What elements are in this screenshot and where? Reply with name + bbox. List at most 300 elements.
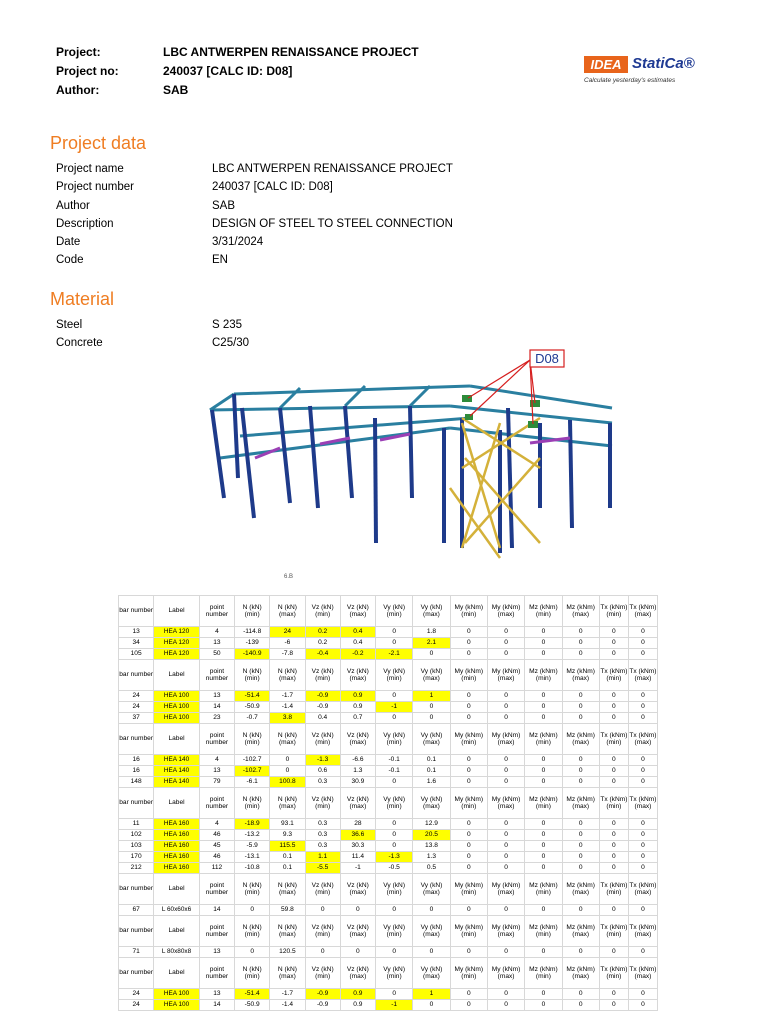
header-cell: Vz (kN) (min) [305, 660, 340, 691]
value-cell: 0.7 [340, 713, 375, 724]
header-cell: Vz (kN) (max) [340, 916, 375, 947]
value-cell: 0 [450, 841, 487, 852]
value-cell: 20.5 [413, 830, 450, 841]
value-cell: 46 [199, 830, 234, 841]
kv-key: Description [56, 217, 114, 230]
kv-row [56, 163, 453, 181]
header-cell: Vz (kN) (max) [340, 788, 375, 819]
header-cell: bar number [119, 874, 154, 905]
header-cell: Vy (kN) (max) [413, 596, 450, 627]
table-header-row [119, 916, 658, 947]
value-cell: 0 [235, 947, 270, 958]
value-cell: 45 [199, 841, 234, 852]
author-label: Author: [56, 83, 100, 97]
value-cell: 0 [562, 1000, 599, 1011]
value-cell: 0 [562, 627, 599, 638]
header-cell: My (kNm) (max) [487, 724, 524, 755]
axis-label: 6.B [284, 574, 294, 580]
project-data-heading: Project data [50, 133, 147, 153]
section-label-cell: L 80x80x8 [154, 947, 200, 958]
table-row [119, 819, 658, 830]
section-label-cell: HEA 160 [154, 841, 200, 852]
value-cell: -1.3 [305, 755, 340, 766]
value-cell: -1.3 [376, 852, 413, 863]
value-cell: -140.9 [235, 649, 270, 660]
logo-tagline: Calculate yesterday's estimates [584, 77, 676, 84]
header-cell: Vy (kN) (max) [413, 958, 450, 989]
value-cell: 0 [376, 819, 413, 830]
header-cell: N (kN) (max) [270, 596, 305, 627]
header-cell: Vz (kN) (min) [305, 788, 340, 819]
header-cell: Tx (kNm) (min) [599, 916, 628, 947]
value-cell: 0 [487, 841, 524, 852]
section-label-cell: HEA 160 [154, 863, 200, 874]
value-cell: 0 [487, 830, 524, 841]
value-cell: -6.1 [235, 777, 270, 788]
value-cell: 93.1 [270, 819, 305, 830]
value-cell: 11 [119, 819, 154, 830]
value-cell: 0 [599, 691, 628, 702]
kv-key: Author [56, 199, 90, 212]
header-cell: Vz (kN) (min) [305, 596, 340, 627]
value-cell: 0.9 [340, 1000, 375, 1011]
value-cell: -2.1 [376, 649, 413, 660]
value-cell: 0 [450, 1000, 487, 1011]
header-cell: Tx (kNm) (min) [599, 660, 628, 691]
header-cell: Vy (kN) (min) [376, 724, 413, 755]
value-cell: 102 [119, 830, 154, 841]
value-cell: 0 [628, 852, 657, 863]
header-cell: bar number [119, 596, 154, 627]
value-cell: 0.3 [305, 830, 340, 841]
value-cell: -1.7 [270, 691, 305, 702]
header-cell: Tx (kNm) (max) [628, 724, 657, 755]
header-cell: N (kN) (max) [270, 724, 305, 755]
value-cell: 13 [199, 989, 234, 1000]
value-cell: 112 [199, 863, 234, 874]
value-cell: 0 [525, 947, 562, 958]
header-cell: bar number [119, 958, 154, 989]
value-cell: 0.1 [413, 755, 450, 766]
header-cell: point number [199, 596, 234, 627]
header-cell: Tx (kNm) (min) [599, 874, 628, 905]
value-cell: 13 [199, 691, 234, 702]
value-cell: 9.3 [270, 830, 305, 841]
header-cell: N (kN) (max) [270, 874, 305, 905]
value-cell: 0 [487, 989, 524, 1000]
value-cell: 0.1 [413, 766, 450, 777]
value-cell: -5.5 [305, 863, 340, 874]
header-cell: Label [154, 958, 200, 989]
value-cell: 0 [628, 691, 657, 702]
header-cell: Mz (kNm) (max) [562, 660, 599, 691]
value-cell: 0 [525, 649, 562, 660]
table-row [119, 905, 658, 916]
value-cell: 0 [487, 638, 524, 649]
header-cell: Label [154, 916, 200, 947]
section-label-cell: HEA 160 [154, 852, 200, 863]
header-cell: Vy (kN) (min) [376, 660, 413, 691]
value-cell: 0 [599, 863, 628, 874]
header-cell: Tx (kNm) (max) [628, 916, 657, 947]
header-cell: Vy (kN) (max) [413, 788, 450, 819]
kv-key: Project number [56, 181, 134, 194]
value-cell: 12.9 [413, 819, 450, 830]
value-cell: 1.6 [413, 777, 450, 788]
header-cell: My (kNm) (min) [450, 916, 487, 947]
value-cell: 0 [487, 863, 524, 874]
section-label-cell: HEA 140 [154, 766, 200, 777]
value-cell: 23 [199, 713, 234, 724]
value-cell: 0 [450, 638, 487, 649]
value-cell: 0 [628, 638, 657, 649]
value-cell: 0 [525, 755, 562, 766]
header-cell: Mz (kNm) (max) [562, 958, 599, 989]
table-row [119, 638, 658, 649]
value-cell: 0 [376, 713, 413, 724]
value-cell: 13.8 [413, 841, 450, 852]
value-cell: 0 [628, 841, 657, 852]
value-cell: 0 [487, 649, 524, 660]
value-cell: 0.4 [340, 627, 375, 638]
value-cell: 1 [413, 989, 450, 1000]
header-cell: point number [199, 874, 234, 905]
value-cell: 0 [562, 841, 599, 852]
value-cell: -0.7 [235, 713, 270, 724]
value-cell: 0 [487, 713, 524, 724]
header-cell: N (kN) (max) [270, 916, 305, 947]
header-cell: Label [154, 596, 200, 627]
header-cell: Vz (kN) (max) [340, 724, 375, 755]
value-cell: 0 [562, 989, 599, 1000]
value-cell: 0 [562, 713, 599, 724]
value-cell: 0 [599, 649, 628, 660]
section-label-cell: HEA 100 [154, 1000, 200, 1011]
value-cell: -0.9 [305, 691, 340, 702]
value-cell: 0 [628, 766, 657, 777]
kv-row [56, 319, 249, 337]
value-cell: 0 [450, 819, 487, 830]
header-cell: N (kN) (max) [270, 660, 305, 691]
value-cell: 28 [340, 819, 375, 830]
value-cell: -0.9 [305, 1000, 340, 1011]
header-cell: Vy (kN) (max) [413, 916, 450, 947]
header-cell: point number [199, 724, 234, 755]
kv-value: S 235 [212, 319, 243, 331]
value-cell: 0 [562, 702, 599, 713]
header-cell: N (kN) (min) [235, 916, 270, 947]
value-cell: 0.2 [305, 638, 340, 649]
section-label-cell: HEA 100 [154, 702, 200, 713]
table-row [119, 852, 658, 863]
value-cell: 0 [562, 905, 599, 916]
kv-value: LBC ANTWERPEN RENAISSANCE PROJECT [212, 163, 453, 175]
value-cell: 0 [450, 947, 487, 958]
value-cell: -51.4 [235, 989, 270, 1000]
table-header-row [119, 788, 658, 819]
project-no-label: Project no: [56, 64, 119, 78]
value-cell: 46 [199, 852, 234, 863]
idea-statica-logo [584, 56, 724, 86]
value-cell: 0 [525, 863, 562, 874]
value-cell: -139 [235, 638, 270, 649]
value-cell: 2.1 [413, 638, 450, 649]
value-cell: 0 [599, 852, 628, 863]
value-cell: 0 [628, 702, 657, 713]
value-cell: 71 [119, 947, 154, 958]
value-cell: 0 [376, 947, 413, 958]
value-cell: -0.9 [305, 702, 340, 713]
value-cell: 30.9 [340, 777, 375, 788]
value-cell: 0 [525, 905, 562, 916]
value-cell: 0 [413, 905, 450, 916]
header-cell: Vz (kN) (min) [305, 874, 340, 905]
value-cell: 0.3 [305, 841, 340, 852]
value-cell: 148 [119, 777, 154, 788]
header-cell: Label [154, 874, 200, 905]
value-cell: 0 [599, 830, 628, 841]
header-cell: bar number [119, 660, 154, 691]
value-cell: 13 [199, 766, 234, 777]
value-cell: 0 [376, 905, 413, 916]
header-cell: Tx (kNm) (min) [599, 596, 628, 627]
value-cell: 0 [562, 852, 599, 863]
value-cell: 0 [450, 852, 487, 863]
table-row [119, 713, 658, 724]
value-cell: 0 [628, 989, 657, 1000]
value-cell: 0 [628, 863, 657, 874]
value-cell: 16 [119, 755, 154, 766]
header-cell: N (kN) (min) [235, 788, 270, 819]
header-cell: My (kNm) (max) [487, 916, 524, 947]
header-cell: Vz (kN) (max) [340, 874, 375, 905]
value-cell: 24 [119, 1000, 154, 1011]
value-cell: -5.9 [235, 841, 270, 852]
table-row [119, 863, 658, 874]
section-label-cell: HEA 120 [154, 627, 200, 638]
value-cell: 0 [599, 766, 628, 777]
value-cell: 67 [119, 905, 154, 916]
value-cell: 0.1 [270, 852, 305, 863]
value-cell: 0 [487, 627, 524, 638]
value-cell: -114.8 [235, 627, 270, 638]
value-cell: 14 [199, 905, 234, 916]
table-row [119, 755, 658, 766]
header-cell: point number [199, 788, 234, 819]
value-cell: 0 [487, 819, 524, 830]
value-cell: 0 [413, 947, 450, 958]
value-cell: 13 [119, 627, 154, 638]
value-cell: 0.5 [413, 863, 450, 874]
header-cell: N (kN) (min) [235, 724, 270, 755]
value-cell: 0 [599, 841, 628, 852]
value-cell: 0 [628, 819, 657, 830]
kv-value: DESIGN OF STEEL TO STEEL CONNECTION [212, 217, 453, 230]
header-cell: Mz (kNm) (min) [525, 788, 562, 819]
kv-value: 240037 [CALC ID: D08] [212, 181, 333, 194]
value-cell: 0 [450, 713, 487, 724]
value-cell: 105 [119, 649, 154, 660]
value-cell: 11.4 [340, 852, 375, 863]
value-cell: -1 [340, 863, 375, 874]
value-cell: -50.9 [235, 702, 270, 713]
value-cell: 0 [562, 863, 599, 874]
value-cell: 0.1 [270, 863, 305, 874]
value-cell: 0.2 [305, 627, 340, 638]
project-label: Project: [56, 45, 101, 59]
value-cell: 0 [450, 702, 487, 713]
value-cell: -0.1 [376, 755, 413, 766]
value-cell: 0 [562, 755, 599, 766]
value-cell: 1.3 [413, 852, 450, 863]
table-row [119, 627, 658, 638]
value-cell: 0 [487, 755, 524, 766]
table-row [119, 649, 658, 660]
value-cell: 0 [599, 777, 628, 788]
value-cell: 0 [562, 830, 599, 841]
value-cell: 0 [487, 1000, 524, 1011]
value-cell: 0 [599, 905, 628, 916]
header-cell: N (kN) (max) [270, 958, 305, 989]
header-cell: N (kN) (min) [235, 958, 270, 989]
section-label-cell: HEA 140 [154, 755, 200, 766]
value-cell: 0 [599, 638, 628, 649]
logo-name: StatiCa® [632, 55, 695, 72]
header-cell: N (kN) (min) [235, 874, 270, 905]
kv-key: Code [56, 254, 84, 267]
table-row [119, 691, 658, 702]
value-cell: 0 [628, 1000, 657, 1011]
value-cell: -50.9 [235, 1000, 270, 1011]
section-label-cell: HEA 160 [154, 819, 200, 830]
header-cell: Mz (kNm) (max) [562, 724, 599, 755]
value-cell: 0 [628, 627, 657, 638]
value-cell: 4 [199, 819, 234, 830]
kv-row [56, 236, 453, 254]
header-cell: Vy (kN) (max) [413, 724, 450, 755]
value-cell: -0.5 [376, 863, 413, 874]
value-cell: 50 [199, 649, 234, 660]
value-cell: 0 [628, 777, 657, 788]
table-header-row [119, 596, 658, 627]
table-row [119, 830, 658, 841]
header-cell: My (kNm) (min) [450, 874, 487, 905]
header-cell: Mz (kNm) (min) [525, 958, 562, 989]
value-cell: -13.2 [235, 830, 270, 841]
kv-value: C25/30 [212, 337, 250, 350]
callout-label: D08 [535, 351, 559, 366]
value-cell: 0.3 [305, 819, 340, 830]
table-row [119, 777, 658, 788]
value-cell: 0 [628, 830, 657, 841]
value-cell: 0 [525, 819, 562, 830]
value-cell: 0 [562, 638, 599, 649]
value-cell: 0 [376, 989, 413, 1000]
value-cell: -1.7 [270, 989, 305, 1000]
value-cell: 0 [450, 863, 487, 874]
table-header-row [119, 958, 658, 989]
value-cell: 0 [599, 989, 628, 1000]
value-cell: 115.5 [270, 841, 305, 852]
value-cell: -1 [376, 702, 413, 713]
value-cell: 0 [376, 627, 413, 638]
table-header-row [119, 660, 658, 691]
kv-row [56, 218, 453, 236]
header-cell: N (kN) (min) [235, 596, 270, 627]
value-cell: -1.4 [270, 1000, 305, 1011]
table-row [119, 841, 658, 852]
value-cell: 0 [599, 702, 628, 713]
header-cell: Tx (kNm) (max) [628, 958, 657, 989]
header-cell: My (kNm) (min) [450, 724, 487, 755]
value-cell: 0 [562, 691, 599, 702]
kv-value: 3/31/2024 [212, 236, 264, 249]
header-cell: Tx (kNm) (max) [628, 874, 657, 905]
value-cell: 0 [270, 766, 305, 777]
value-cell: 1.8 [413, 627, 450, 638]
table-row [119, 766, 658, 777]
section-label-cell: HEA 100 [154, 989, 200, 1000]
value-cell: 0 [562, 649, 599, 660]
header-cell: Vz (kN) (max) [340, 596, 375, 627]
header-cell: bar number [119, 788, 154, 819]
value-cell: 24 [119, 702, 154, 713]
header-cell: My (kNm) (min) [450, 596, 487, 627]
header-cell: Mz (kNm) (min) [525, 596, 562, 627]
value-cell: 0 [450, 649, 487, 660]
internal-forces-table [118, 595, 658, 1011]
value-cell: 120.5 [270, 947, 305, 958]
header-cell: Label [154, 724, 200, 755]
value-cell: 14 [199, 702, 234, 713]
kv-key: Project name [56, 163, 124, 175]
value-cell: 0 [450, 905, 487, 916]
value-cell: 0 [525, 777, 562, 788]
header-cell: Mz (kNm) (min) [525, 874, 562, 905]
value-cell: 0 [487, 766, 524, 777]
value-cell: 0 [525, 989, 562, 1000]
value-cell: 1 [413, 691, 450, 702]
value-cell: 0 [413, 702, 450, 713]
value-cell: 0.6 [305, 766, 340, 777]
value-cell: 4 [199, 755, 234, 766]
kv-row [56, 254, 453, 272]
value-cell: 0 [450, 989, 487, 1000]
author-value: SAB [163, 83, 189, 97]
header-cell: My (kNm) (max) [487, 958, 524, 989]
value-cell: 34 [119, 638, 154, 649]
value-cell: 0 [525, 830, 562, 841]
value-cell: 14 [199, 1000, 234, 1011]
value-cell: 0 [450, 755, 487, 766]
report-header [56, 45, 419, 102]
header-cell: Vz (kN) (max) [340, 958, 375, 989]
header-cell: Vz (kN) (min) [305, 958, 340, 989]
value-cell: 0 [487, 947, 524, 958]
value-cell: 0 [376, 638, 413, 649]
section-label-cell: HEA 100 [154, 691, 200, 702]
table-row [119, 702, 658, 713]
table-row [119, 1000, 658, 1011]
value-cell: 0 [599, 947, 628, 958]
value-cell: -10.8 [235, 863, 270, 874]
header-cell: Mz (kNm) (min) [525, 724, 562, 755]
value-cell: 0 [525, 638, 562, 649]
value-cell: -1 [376, 1000, 413, 1011]
logo-mark: IDEA [584, 56, 628, 73]
header-cell: My (kNm) (max) [487, 788, 524, 819]
value-cell: 0 [450, 691, 487, 702]
